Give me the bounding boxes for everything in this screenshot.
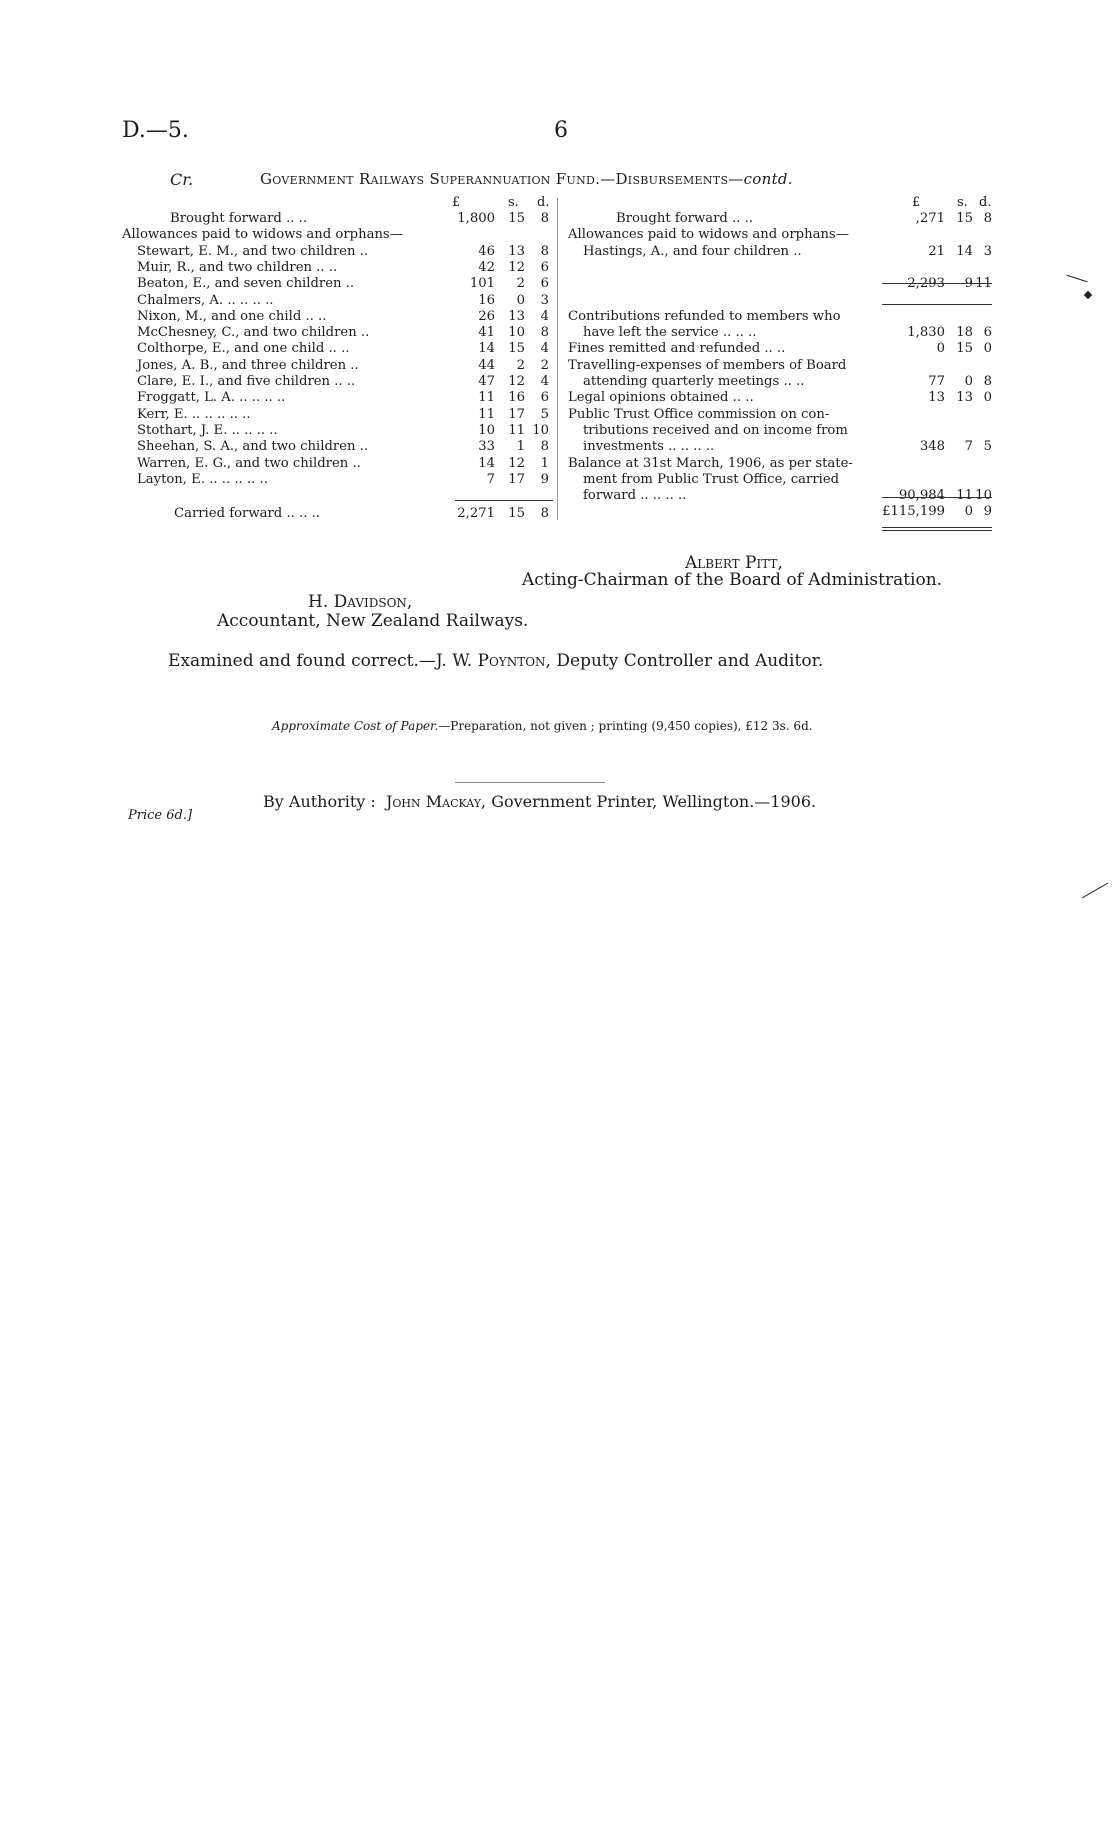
leader-dots: .. .. ..: [282, 506, 320, 521]
amount-shillings: 14: [956, 243, 973, 259]
ledger-description: [174, 506, 320, 522]
ledger-row: [122, 407, 554, 423]
amount-shillings: 7: [964, 439, 973, 455]
amount-pounds: 26: [478, 308, 495, 324]
ledger-row: [122, 423, 554, 439]
ledger-row: [122, 244, 554, 260]
ledger-row: [568, 227, 994, 243]
ledger-description: [583, 439, 714, 455]
ledger-label: Allowances paid to widows and orphans—: [122, 227, 403, 243]
amount-pence: 3: [983, 243, 992, 259]
amount-shillings: 13: [956, 390, 973, 406]
ledger-row: [122, 276, 554, 292]
amount-shillings: 2: [516, 357, 525, 373]
audit-statement: [168, 651, 823, 671]
printer-rest: Government Printer, Wellington.—1906.: [486, 792, 817, 811]
ledger-row: [568, 407, 994, 423]
leader-dots: ..: [348, 455, 361, 471]
amount-pounds: 2,271: [457, 506, 495, 521]
amount-shillings: 0: [964, 374, 973, 389]
ledger-description: [568, 407, 829, 423]
left-pence-header: d.: [537, 195, 550, 210]
ledger-description: [137, 472, 268, 488]
amount-pence: 6: [983, 325, 992, 341]
amount-pence: 4: [540, 341, 549, 357]
ledger-row: [122, 390, 554, 406]
amount-shillings: 15: [508, 506, 525, 521]
amount-shillings: 12: [508, 259, 525, 275]
ledger-row: [568, 341, 994, 357]
amount-shillings: 13: [508, 243, 525, 259]
leader-dots: .. .. .. .. ..: [187, 406, 251, 422]
amount-pence: 5: [983, 439, 992, 455]
ledger-row: [122, 456, 554, 472]
ledger-label: Clare, E. I., and five children: [137, 374, 331, 389]
amount-pounds: 13: [928, 390, 945, 406]
scan-mark: [1066, 275, 1087, 283]
right-subtotal-underrule: [882, 304, 992, 305]
ledger-row: [568, 293, 994, 309]
ledger-description: [568, 227, 849, 243]
ledger-label: Brought forward: [170, 211, 282, 226]
amount-pence: 6: [540, 276, 549, 292]
page-number: 6: [554, 118, 568, 143]
amount-pence: 4: [540, 308, 549, 324]
amount-pounds: 2,293: [907, 276, 945, 292]
amount-pence: 8: [540, 506, 549, 521]
amount-pounds: ,271: [915, 211, 945, 226]
ledger-label: Fines remitted and refunded: [568, 341, 761, 357]
ledger-description: [170, 211, 307, 227]
ledger-label: Brought forward: [616, 211, 728, 226]
ledger-row: [568, 423, 994, 439]
amount-pounds: 46: [478, 243, 495, 259]
ledger-total-row: [568, 504, 994, 520]
ledger-row: [568, 276, 994, 292]
amount-shillings: 16: [508, 390, 525, 406]
ledger-row: [122, 374, 554, 390]
amount-pence: 11: [975, 276, 992, 292]
left-total-rule: [455, 500, 553, 501]
amount-pounds: 90,984: [898, 488, 945, 504]
side-label: Cr.: [170, 170, 194, 189]
leader-dots: .. ..: [312, 259, 338, 275]
leader-dots: .. ..: [760, 341, 786, 357]
ledger-row: [568, 439, 994, 455]
amount-pounds: 42: [478, 259, 495, 275]
audit-prefix: Examined and found correct.—: [168, 651, 436, 671]
ledger-row: [568, 325, 994, 341]
ledger-description: [137, 456, 361, 472]
amount-pounds: 11: [478, 390, 495, 406]
amount-pence: 3: [540, 292, 549, 308]
amount-pence: 2: [540, 357, 549, 373]
ledger-label: Sheehan, S. A., and two children: [137, 439, 356, 455]
ledger-description: [568, 390, 754, 406]
leader-dots: ..: [356, 325, 370, 341]
amount-shillings: 17: [508, 471, 525, 487]
leader-dots: ..: [355, 243, 369, 259]
ledger-description: [568, 456, 853, 472]
right-shillings-header: s.: [957, 195, 968, 210]
leader-dots: .. .. .. ..: [234, 390, 286, 406]
ledger-total-row: [122, 506, 554, 522]
ledger-label: Kerr, E.: [137, 406, 188, 422]
leader-dots: ..: [789, 243, 802, 259]
amount-shillings: 15: [956, 211, 973, 226]
ledger-description: [137, 293, 273, 309]
amount-pence: 8: [540, 211, 549, 226]
accountant-title: Accountant, New Zealand Railways.: [217, 611, 529, 631]
right-total-double-rule: [882, 527, 992, 531]
ledger-description: [137, 407, 251, 423]
scan-mark: [1082, 883, 1108, 899]
ledger-description: [616, 211, 753, 227]
ledger-row: [122, 472, 554, 488]
ledger-label: Jones, A. B., and three children: [137, 357, 347, 373]
amount-pence: 6: [540, 259, 549, 275]
amount-shillings: 12: [508, 455, 525, 471]
ledger-row: [122, 211, 554, 227]
leader-dots: ..: [355, 439, 369, 455]
amount-pence: 6: [540, 390, 549, 406]
leader-dots: .. ..: [301, 308, 327, 324]
ledger-row: [122, 227, 554, 243]
amount-shillings: 11: [508, 422, 525, 438]
amount-pence: 8: [540, 325, 549, 341]
amount-pence: 5: [540, 406, 549, 422]
amount-pounds: 44: [478, 357, 495, 373]
cost-label: Approximate Cost of Paper.: [272, 719, 439, 733]
amount-pence: 8: [540, 439, 549, 455]
ledger-label: Chalmers, A.: [137, 292, 224, 308]
ledger-description: [137, 341, 349, 357]
amount-pounds: 0: [936, 341, 945, 357]
amount-pounds: 1,830: [907, 325, 945, 341]
title-contd: contd.: [743, 170, 793, 188]
ledger-label: investments: [583, 439, 664, 455]
chairman-title: Acting-Chairman of the Board of Administration.: [522, 570, 943, 590]
ledger-row: [122, 341, 554, 357]
ledger-row: [568, 211, 994, 227]
ledger-row: [122, 309, 554, 325]
ledger-label: Allowances paid to widows and orphans—: [568, 227, 849, 243]
ledger-row: [568, 244, 994, 260]
leader-dots: .. .. ..: [718, 325, 757, 341]
right-subtotal-rule: [882, 283, 992, 284]
ledger-description: [137, 358, 359, 374]
amount-shillings: 18: [956, 325, 973, 341]
ledger-label: Balance at 31st March, 1906, as per state-: [568, 455, 853, 471]
ledger-description: [122, 227, 403, 243]
ledger-description: [568, 358, 846, 374]
amount-pence: 8: [540, 243, 549, 259]
ledger-label: McChesney, C., and two children: [137, 325, 357, 341]
amount-pounds: £115,199: [882, 504, 945, 519]
ledger-row: [122, 325, 554, 341]
ledger-description: [583, 472, 839, 488]
ledger-description: [137, 439, 368, 455]
ledger-label: Nixon, M., and one child: [137, 308, 302, 324]
ledger-label: Stewart, E. M., and two children: [137, 243, 356, 259]
amount-shillings: 2: [516, 276, 525, 292]
ledger-description: [137, 325, 369, 341]
ledger-label: forward: [583, 488, 637, 504]
amount-pence: 9: [540, 471, 549, 487]
ledger-description: [583, 325, 756, 341]
ledger-label: Colthorpe, E., and one child: [137, 341, 325, 357]
accountant-name: H. Davidson,: [308, 592, 413, 612]
amount-pounds: 33: [478, 439, 495, 455]
amount-shillings: 0: [964, 504, 973, 519]
ledger-label: Contributions refunded to members who: [568, 308, 841, 324]
ledger-description: [583, 488, 686, 504]
leader-dots: .. .. .. .. ..: [205, 471, 268, 487]
ledger-row: [568, 358, 994, 374]
ledger-label: Warren, E. G., and two children: [137, 455, 349, 471]
amount-pence: 4: [540, 374, 549, 389]
ledger-row: [122, 260, 554, 276]
leader-dots: ..: [341, 276, 355, 292]
ledger-description: [137, 260, 337, 276]
ledger-label: ment from Public Trust Office, carried: [583, 471, 840, 487]
ledger-row: [568, 260, 994, 276]
amount-pounds: 348: [919, 439, 945, 455]
ledger-row: [568, 390, 994, 406]
amount-pounds: 21: [928, 243, 945, 259]
scan-mark: [1084, 291, 1092, 299]
amount-pounds: 10: [478, 422, 495, 438]
auditor-title: Deputy Controller and Auditor.: [550, 651, 824, 671]
ledger-description: [137, 390, 285, 406]
ledger-description: [137, 309, 326, 325]
amount-pence: 1: [540, 455, 549, 471]
ledger-label: have left the service: [583, 325, 719, 341]
ledger-description: [583, 244, 802, 260]
left-shillings-header: s.: [508, 195, 519, 210]
ledger-description: [568, 341, 785, 357]
ledger-row: [122, 293, 554, 309]
ledger-label: Hastings, A., and four children: [583, 243, 789, 259]
leader-dots: ..: [346, 357, 359, 373]
ledger-label: Layton, E.: [137, 471, 206, 487]
auditor-name: J. W. Poynton,: [435, 651, 551, 671]
column-divider: [557, 198, 558, 520]
ledger-label: Beaton, E., and seven children: [137, 276, 342, 292]
amount-shillings: 17: [508, 406, 525, 422]
leader-dots: .. .. .. ..: [636, 488, 687, 504]
amount-shillings: 15: [508, 211, 525, 226]
amount-pence: 8: [983, 374, 992, 389]
cost-text: —Preparation, not given ; printing (9,450 copies), £12 3s. 6d.: [438, 719, 813, 733]
leader-dots: .. ..: [779, 374, 805, 389]
amount-pounds: 7: [486, 471, 495, 487]
ledger-label: attending quarterly meetings: [583, 374, 780, 389]
amount-pence: 10: [975, 488, 992, 504]
ledger-row: [568, 472, 994, 488]
price-label: Price 6d.]: [128, 808, 193, 823]
amount-pounds: 101: [469, 276, 495, 292]
chairman-name: Albert Pitt,: [685, 553, 783, 573]
amount-shillings: 10: [508, 325, 525, 341]
amount-pence: 0: [983, 390, 992, 406]
amount-shillings: 9: [964, 276, 973, 292]
ledger-row: [122, 358, 554, 374]
right-total-rule: [882, 497, 992, 498]
cost-note: [272, 719, 813, 733]
ledger-label: Froggatt, L. A.: [137, 390, 235, 406]
amount-shillings: 0: [516, 292, 525, 308]
ledger-row: [122, 439, 554, 455]
amount-pounds: 77: [928, 374, 945, 389]
leader-dots: .. ..: [281, 211, 308, 226]
amount-shillings: 11: [956, 488, 973, 504]
amount-pence: 10: [532, 422, 549, 438]
amount-shillings: 13: [508, 308, 525, 324]
printer-name: John Mackay,: [386, 792, 487, 811]
leader-dots: .. .. .. ..: [223, 292, 274, 308]
ledger-label: Muir, R., and two children: [137, 259, 313, 275]
title-main: Government Railways Superannuation Fund.—Disbursements—: [260, 170, 744, 188]
ledger-label: Stothart, J. E.: [137, 422, 228, 438]
amount-pence: 9: [983, 504, 992, 519]
ledger-description: [137, 244, 368, 260]
amount-pounds: 16: [478, 292, 495, 308]
amount-pounds: 11: [478, 406, 495, 422]
ledger-description: [137, 423, 278, 439]
ledger-description: [137, 374, 355, 390]
leader-dots: .. ..: [728, 390, 754, 406]
ledger-description: [568, 309, 841, 325]
amount-pence: 8: [983, 211, 992, 226]
leader-dots: .. ..: [727, 211, 754, 226]
amount-pence: 0: [983, 341, 992, 357]
ledger-label: Carried forward: [174, 506, 283, 521]
amount-pounds: 47: [478, 374, 495, 389]
leader-dots: .. ..: [330, 374, 356, 389]
right-pounds-header: £: [912, 195, 921, 210]
ledger-label: Legal opinions obtained: [568, 390, 729, 406]
leader-dots: .. ..: [324, 341, 350, 357]
ledger-label: Public Trust Office commission on con-: [568, 406, 830, 422]
amount-shillings: 12: [508, 374, 525, 389]
amount-pounds: 14: [478, 341, 495, 357]
amount-pounds: 14: [478, 455, 495, 471]
footer-rule: [455, 782, 605, 783]
ledger-row: [568, 456, 994, 472]
document-code: D.—5.: [122, 118, 189, 143]
ledger-description: [583, 374, 804, 390]
amount-shillings: 15: [956, 341, 973, 357]
ledger-row: [568, 309, 994, 325]
ledger-description: [583, 423, 848, 439]
printer-imprint: [263, 792, 816, 811]
authority-prefix: By Authority :: [263, 792, 376, 811]
ledger-row: [568, 374, 994, 390]
amount-pounds: 1,800: [457, 211, 495, 226]
amount-pounds: 41: [478, 325, 495, 341]
amount-shillings: 15: [508, 341, 525, 357]
ledger-label: tributions received and on income from: [583, 422, 848, 438]
leader-dots: .. .. .. ..: [227, 422, 278, 438]
leader-dots: .. .. .. ..: [663, 439, 715, 455]
amount-shillings: 1: [516, 439, 525, 455]
page-title: [260, 170, 793, 188]
left-pounds-header: £: [452, 195, 461, 210]
right-pence-header: d.: [979, 195, 992, 210]
ledger-label: Travelling-expenses of members of Board: [568, 357, 847, 373]
ledger-description: [137, 276, 354, 292]
